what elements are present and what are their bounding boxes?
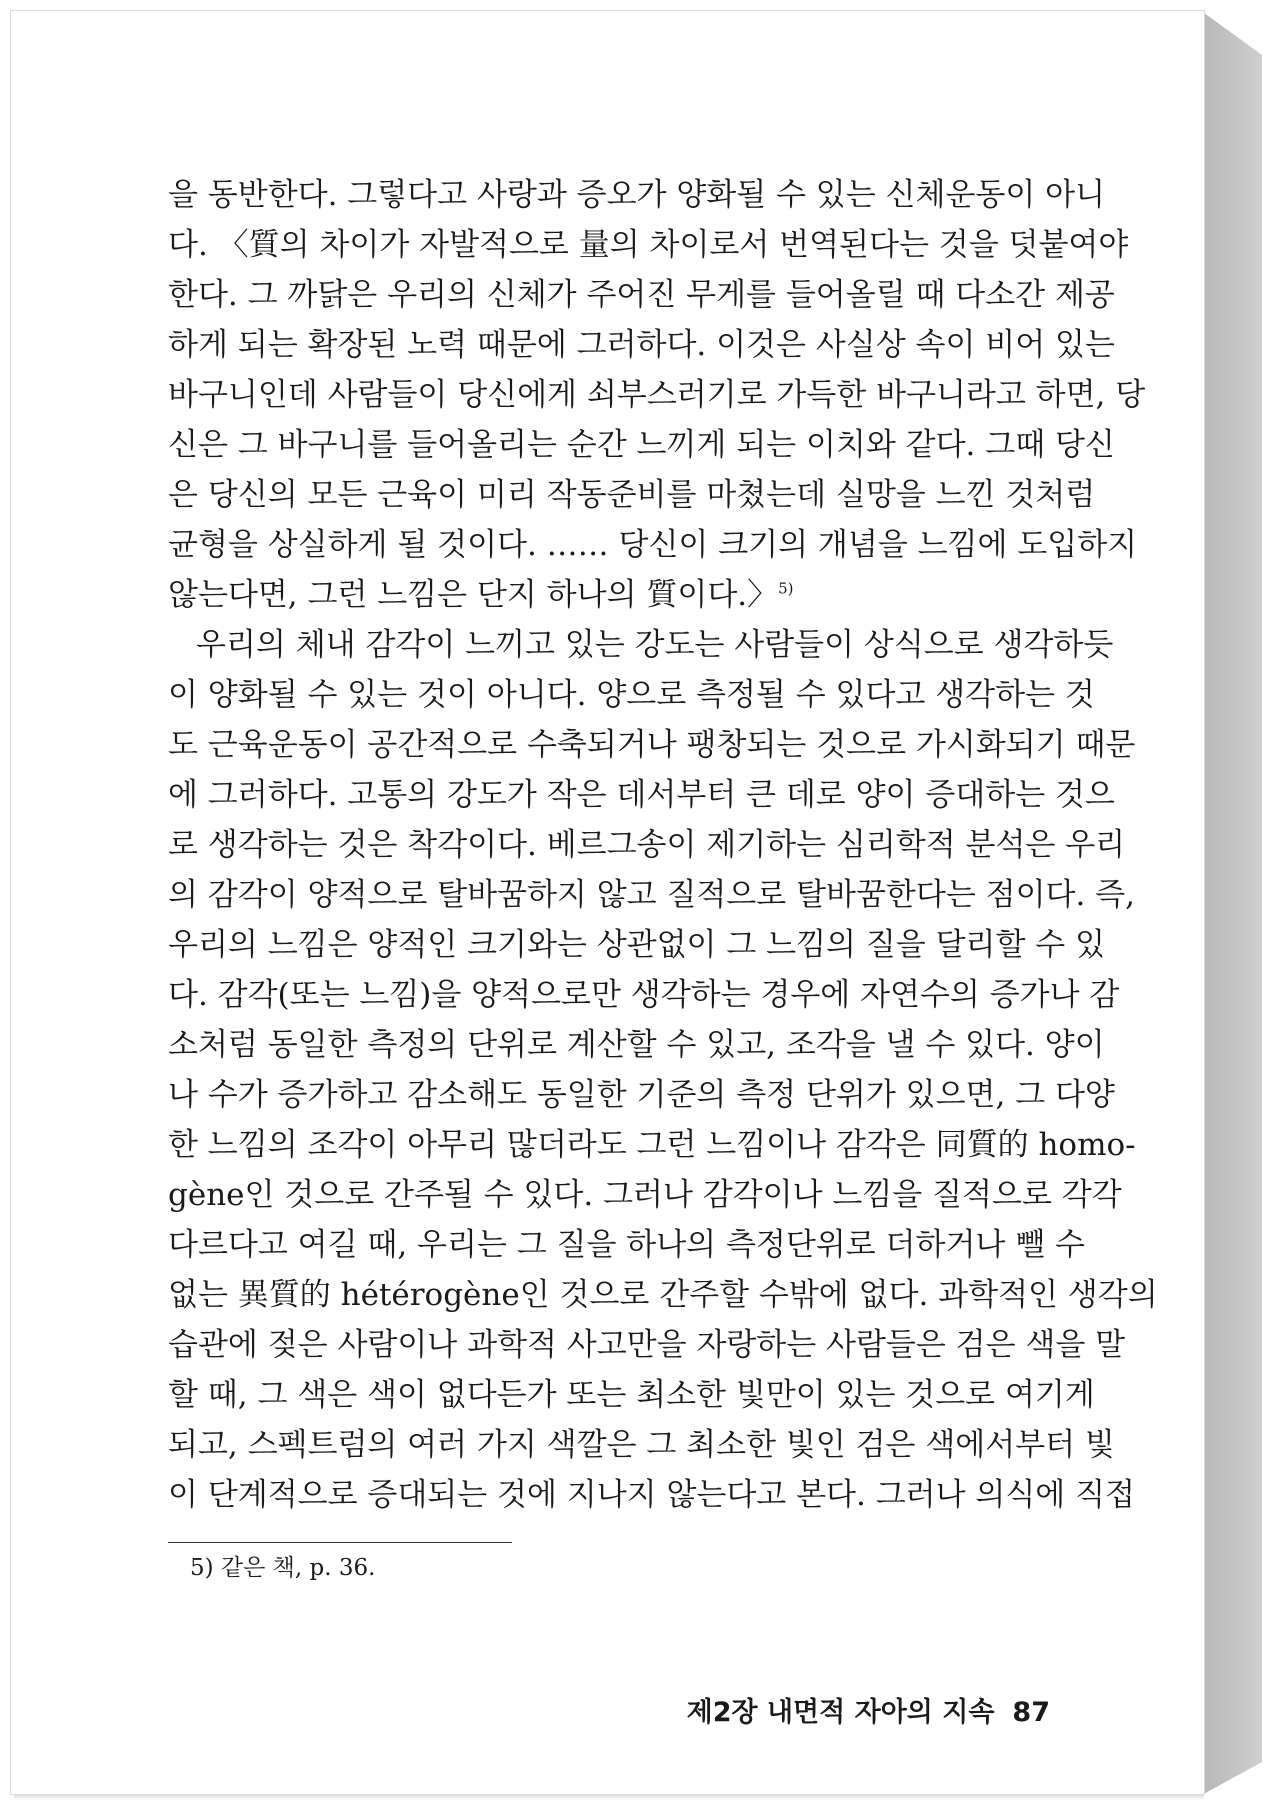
book-edge	[1200, 10, 1262, 1796]
footnote-reference: 5)	[778, 579, 794, 598]
paragraph-2	[168, 620, 1158, 1520]
text-line: 할 때, 그 색은 색이 없다든가 또는 최소한 빛만이 있는 것으로 여기게	[168, 1377, 1095, 1413]
text-line: gène인 것으로 간주될 수 있다. 그러나 감각이나 느낌을 질적으로 각각	[168, 1177, 1122, 1213]
text-line: 바구니인데 사람들이 당신에게 쇠부스러기로 가득한 바구니라고 하면, 당	[168, 377, 1146, 413]
text-line: 되고, 스펙트럼의 여러 가지 색깔은 그 최소한 빛인 검은 색에서부터 빛	[168, 1427, 1115, 1463]
text-line: 없는 異質的 hétérogène인 것으로 간주할 수밖에 없다. 과학적인 생각의	[168, 1277, 1158, 1313]
paragraph-1	[168, 170, 1146, 620]
text-line: 한다. 그 까닭은 우리의 신체가 주어진 무게를 들어올릴 때 다소간 제공	[168, 277, 1115, 313]
text-line: 다. 감각(또는 느낌)을 양적으로만 생각하는 경우에 자연수의 증가나 감	[168, 977, 1120, 1013]
text-line: 도 근육운동이 공간적으로 수축되거나 팽창되는 것으로 가시화되기 때문	[168, 727, 1136, 763]
text-line: 신은 그 바구니를 들어올리는 순간 느끼게 되는 이치와 같다. 그때 당신	[168, 427, 1115, 463]
text-line: 이 양화될 수 있는 것이 아니다. 양으로 측정될 수 있다고 생각하는 것	[168, 677, 1095, 713]
text-line: 습관에 젖은 사람이나 과학적 사고만을 자랑하는 사람들은 검은 색을 말	[168, 1327, 1126, 1363]
footnote-divider	[168, 1542, 512, 1543]
text-line: 이 단계적으로 증대되는 것에 지나지 않는다고 본다. 그러나 의식에 직접	[168, 1477, 1135, 1513]
text-line: 균형을 상실하게 될 것이다. …… 당신이 크기의 개념을 느낌에 도입하지	[168, 527, 1138, 563]
text-line: 에 그러하다. 고통의 강도가 작은 데서부터 큰 데로 양이 증대하는 것으	[168, 777, 1115, 813]
text-line: 하게 되는 확장된 노력 때문에 그러하다. 이것은 사실상 속이 비어 있는	[168, 327, 1115, 363]
text-line: 나 수가 증가하고 감소해도 동일한 기준의 측정 단위가 있으면, 그 다양	[168, 1077, 1115, 1113]
text-line	[168, 570, 1080, 620]
text-line: 우리의 체내 감각이 느끼고 있는 강도는 사람들이 상식으로 생각하듯	[196, 627, 1114, 663]
running-footer	[650, 1690, 1050, 1729]
text-line: 다르다고 여길 때, 우리는 그 질을 하나의 측정단위로 더하거나 뺄 수	[168, 1227, 1085, 1263]
page-number: 87	[1012, 1697, 1050, 1728]
text-line: 의 감각이 양적으로 탈바꿈하지 않고 질적으로 탈바꿈한다는 점이다. 즉,	[168, 877, 1135, 913]
chapter-title: 제2장 내면적 자아의 지속	[686, 1697, 995, 1728]
text-line-content: 않는다면, 그런 느낌은 단지 하나의 質이다.〉	[168, 577, 779, 613]
text-line: 다. 〈質의 차이가 자발적으로 量의 차이로서 번역된다는 것을 덧붙여야	[168, 227, 1129, 263]
body-text	[168, 170, 1158, 1520]
text-line: 한 느낌의 조각이 아무리 많더라도 그런 느낌이나 감각은 同質的 homo-	[168, 1127, 1136, 1163]
text-line: 을 동반한다. 그렇다고 사랑과 증오가 양화될 수 있는 신체운동이 아니	[168, 177, 1106, 213]
text-line: 로 생각하는 것은 착각이다. 베르그송이 제기하는 심리학적 분석은 우리	[168, 827, 1126, 863]
text-line: 우리의 느낌은 양적인 크기와는 상관없이 그 느낌의 질을 달리할 수 있	[168, 927, 1106, 963]
text-line: 소처럼 동일한 측정의 단위로 계산할 수 있고, 조각을 낼 수 있다. 양이	[168, 1027, 1105, 1063]
footnote: 5) 같은 책, p. 36.	[190, 1555, 376, 1581]
text-line: 은 당신의 모든 근육이 미리 작동준비를 마쳤는데 실망을 느낀 것처럼	[168, 477, 1096, 513]
